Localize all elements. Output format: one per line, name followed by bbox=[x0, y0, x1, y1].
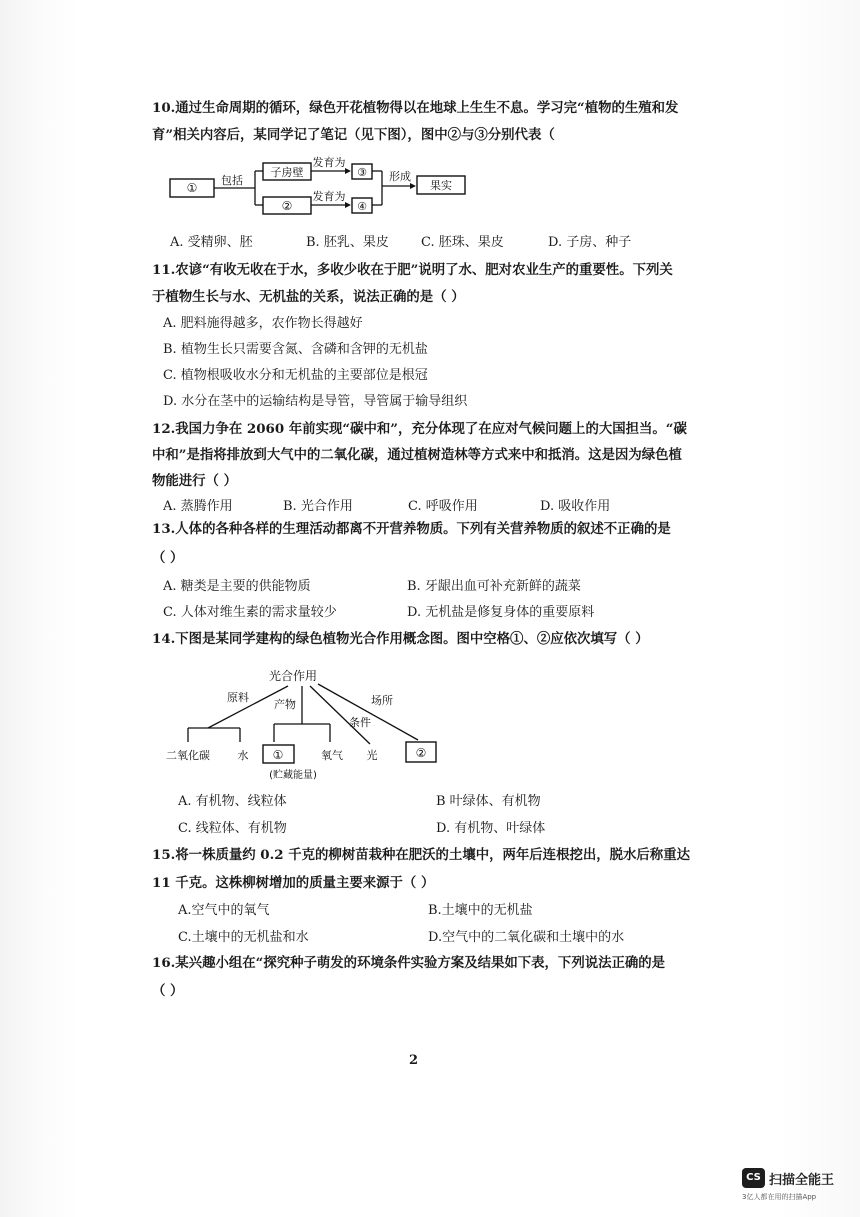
q15-stem-line2: 11 千克。这株柳树增加的质量主要来源于（ ） bbox=[152, 875, 435, 891]
q13-option-b: B. 牙龈出血可补充新鲜的蔬菜 bbox=[407, 579, 581, 594]
q15-option-a: A.空气中的氧气 bbox=[178, 903, 270, 918]
q14-option-a: A. 有机物、线粒体 bbox=[178, 794, 287, 809]
q10-stem-line2: 育”相关内容后，某同学记了笔记（见下图），图中②与③分别代表（ bbox=[152, 127, 555, 143]
q11-option-b: B. 植物生长只需要含氮、含磷和含钾的无机盐 bbox=[163, 342, 428, 357]
q12-stem-line3: 物能进行（ ） bbox=[152, 473, 238, 489]
q10-option-b: B. 胚乳、果皮 bbox=[306, 235, 389, 250]
q10-form-label: 形成 bbox=[389, 170, 411, 183]
q14-option-b: B 叶绿体、有机物 bbox=[436, 794, 541, 809]
q10-develop-label-1: 发育为 bbox=[312, 156, 346, 169]
q11-option-a: A. 肥料施得越多，农作物长得越好 bbox=[163, 316, 363, 331]
q12-option-c: C. 呼吸作用 bbox=[408, 499, 478, 514]
q13-stem-line1: 13.人体的各种各样的生理活动都离不开营养物质。下列有关营养物质的叙述不正确的是 bbox=[152, 521, 671, 537]
q16-stem-line2: （ ） bbox=[152, 983, 184, 999]
q14-note-label: (贮藏能量) bbox=[269, 770, 317, 781]
q12-stem-line1: 12.我国力争在 2060 年前实现“碳中和”，充分体现了在应对气候问题上的大国担当。“碳 bbox=[152, 421, 687, 437]
q14-product-label: 产物 bbox=[274, 698, 296, 711]
q14-blank-2-label: ② bbox=[415, 746, 427, 760]
q10-option-a: A. 受精卵、胚 bbox=[170, 235, 253, 250]
q14-option-d: D. 有机物、叶绿体 bbox=[436, 821, 546, 836]
camscanner-logo-icon: CS bbox=[742, 1168, 765, 1188]
q15-stem-line1: 15.将一株质量约 0.2 千克的柳树苗栽种在肥沃的土壤中，两年后连根挖出，脱水后称重达 bbox=[152, 847, 690, 863]
q10-include-label: 包括 bbox=[221, 174, 243, 187]
q16-stem-line1: 16.某兴趣小组在“探究种子萌发的环境条件实验方案及结果如下表，下列说法正确的是 bbox=[152, 955, 666, 971]
q14-light-label: 光 bbox=[366, 749, 378, 762]
q12-option-a: A. 蒸腾作用 bbox=[163, 499, 233, 514]
q11-stem-line1: 11.农谚“有收无收在于水，多收少收在于肥”说明了水、肥对农业生产的重要性。下列关 bbox=[152, 262, 673, 278]
q10-fruit-label: 果实 bbox=[430, 179, 452, 192]
q14-stem-line1: 14.下图是某同学建构的绿色植物光合作用概念图。图中空格①、②应依次填写（ ） bbox=[152, 631, 649, 647]
page-number: 2 bbox=[409, 1053, 419, 1068]
q14-co2-label: 二氧化碳 bbox=[166, 749, 210, 762]
q14-site-label: 场所 bbox=[371, 694, 393, 707]
q14-blank-1-label: ① bbox=[272, 748, 284, 762]
q14-condition-label: 条件 bbox=[349, 716, 371, 729]
watermark-app-name: 扫描全能王 bbox=[769, 1173, 835, 1188]
q10-flow-diagram bbox=[160, 155, 490, 223]
q14-concept-map bbox=[160, 664, 450, 786]
scanner-watermark bbox=[742, 1168, 842, 1208]
q11-option-d: D. 水分在茎中的运输结构是导管，导管属于输导组织 bbox=[163, 394, 468, 409]
q10-option-d: D. 子房、种子 bbox=[548, 235, 632, 250]
q13-option-d: D. 无机盐是修复身体的重要原料 bbox=[407, 605, 595, 620]
q10-box-2-label: ② bbox=[281, 199, 293, 213]
q10-box-3-label: ③ bbox=[357, 166, 367, 179]
q10-ovary-wall-label: 子房壁 bbox=[270, 166, 304, 179]
q14-oxygen-label: 氧气 bbox=[321, 749, 343, 762]
q14-option-c: C. 线粒体、有机物 bbox=[178, 821, 287, 836]
q11-option-c: C. 植物根吸收水分和无机盐的主要部位是根冠 bbox=[163, 368, 428, 383]
q11-stem-line2: 于植物生长与水、无机盐的关系，说法正确的是（ ） bbox=[152, 289, 465, 305]
q14-root-label: 光合作用 bbox=[268, 669, 318, 683]
q10-box-1-label: ① bbox=[186, 181, 198, 195]
q13-option-a: A. 糖类是主要的供能物质 bbox=[163, 579, 311, 594]
q10-develop-label-2: 发育为 bbox=[312, 190, 346, 203]
q10-stem-line1: 10.通过生命周期的循环，绿色开花植物得以在地球上生生不息。学习完“植物的生殖和发 bbox=[152, 100, 679, 116]
q15-option-d: D.空气中的二氧化碳和土壤中的水 bbox=[428, 930, 625, 945]
q13-option-c: C. 人体对维生素的需求量较少 bbox=[163, 605, 337, 620]
q10-option-c: C. 胚珠、果皮 bbox=[421, 235, 504, 250]
q15-option-b: B.土壤中的无机盐 bbox=[428, 903, 533, 918]
q12-option-b: B. 光合作用 bbox=[283, 499, 353, 514]
q12-option-d: D. 吸收作用 bbox=[540, 499, 611, 514]
q14-raw-label: 原料 bbox=[227, 691, 249, 704]
q12-stem-line2: 中和”是指将排放到大气中的二氧化碳，通过植树造林等方式来中和抵消。这是因为绿色植 bbox=[152, 447, 682, 463]
q10-box-4-label: ④ bbox=[357, 200, 367, 213]
q13-stem-line2: （ ） bbox=[152, 550, 184, 566]
watermark-tagline: 3亿人都在用的扫描App bbox=[742, 1193, 817, 1201]
q15-option-c: C.土壤中的无机盐和水 bbox=[178, 930, 309, 945]
q14-water-label: 水 bbox=[237, 749, 249, 762]
